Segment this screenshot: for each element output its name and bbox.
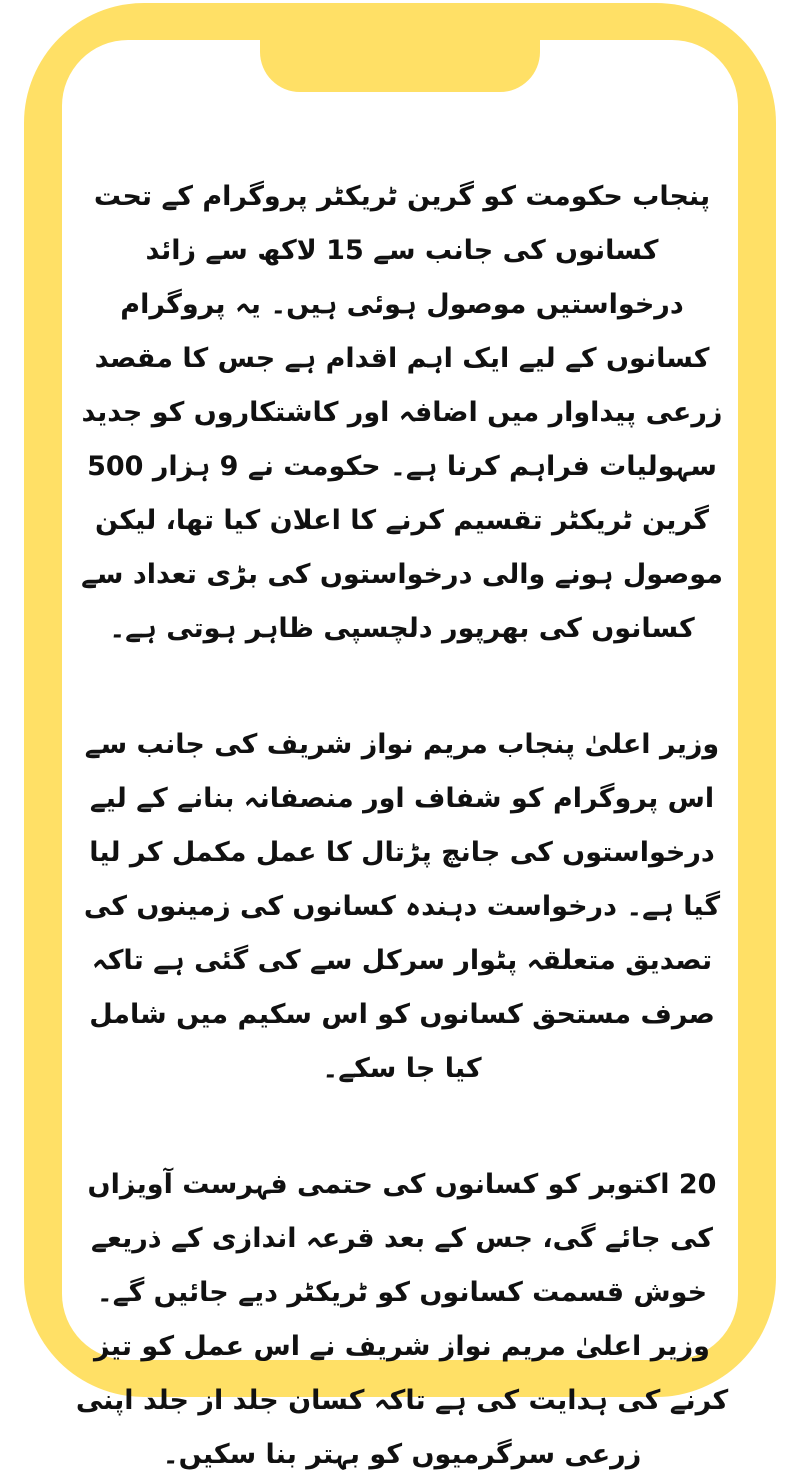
paragraph-applications: پنجاب حکومت کو گرین ٹریکٹر پروگرام کے تحت کسانوں کی جانب سے 15 لاکھ سے زائد درخواستیں موصول ہوئی ہیں۔ یہ پروگرام کسانوں کے لیے ایک اہم اقدام ہے جس کا مقصد زرعی پیداوار میں اضافہ اور کاشتکاروں کو جدید سہولیات فراہم کرنا ہے۔ حکومت نے 9 ہزار 500 گرین ٹریکٹر تقسیم کرنے کا اعلان کیا تھا، لیکن موصول ہونے والی درخواستوں کی بڑی تعداد سے کسانوں کی بھرپور دلچسپی ظاہر ہوتی ہے۔ (81, 181, 723, 644)
paragraph-verification: وزیر اعلیٰ پنجاب مریم نواز شریف کی جانب سے اس پروگرام کو شفاف اور منصفانہ بنانے کے لیے درخواستوں کی جانچ پڑتال کا عمل مکمل کر لیا گیا ہے۔ درخواست دہندہ کسانوں کی زمینوں کی تصدیق متعلقہ پٹوار سرکل سے کی گئی ہے تاکہ صرف مستحق کسانوں کو اس سکیم میں شامل کیا جا سکے۔ (83, 729, 721, 1084)
paragraph-final-list: 20 اکتوبر کو کسانوں کی حتمی فہرست آویزاں کی جائے گی، جس کے بعد قرعہ اندازی کے ذریعے خوش قسمت کسانوں کو ٹریکٹر دیے جائیں گے۔ وزیر اعلیٰ مریم نواز شریف نے اس عمل کو تیز کرنے کی ہدایت کی ہے تاکہ کسان جلد از جلد اپنی زرعی سرگرمیوں کو بہتر بنا سکیں۔ (75, 1169, 729, 1470)
article-body (70, 170, 734, 1482)
phone-notch (260, 40, 540, 92)
